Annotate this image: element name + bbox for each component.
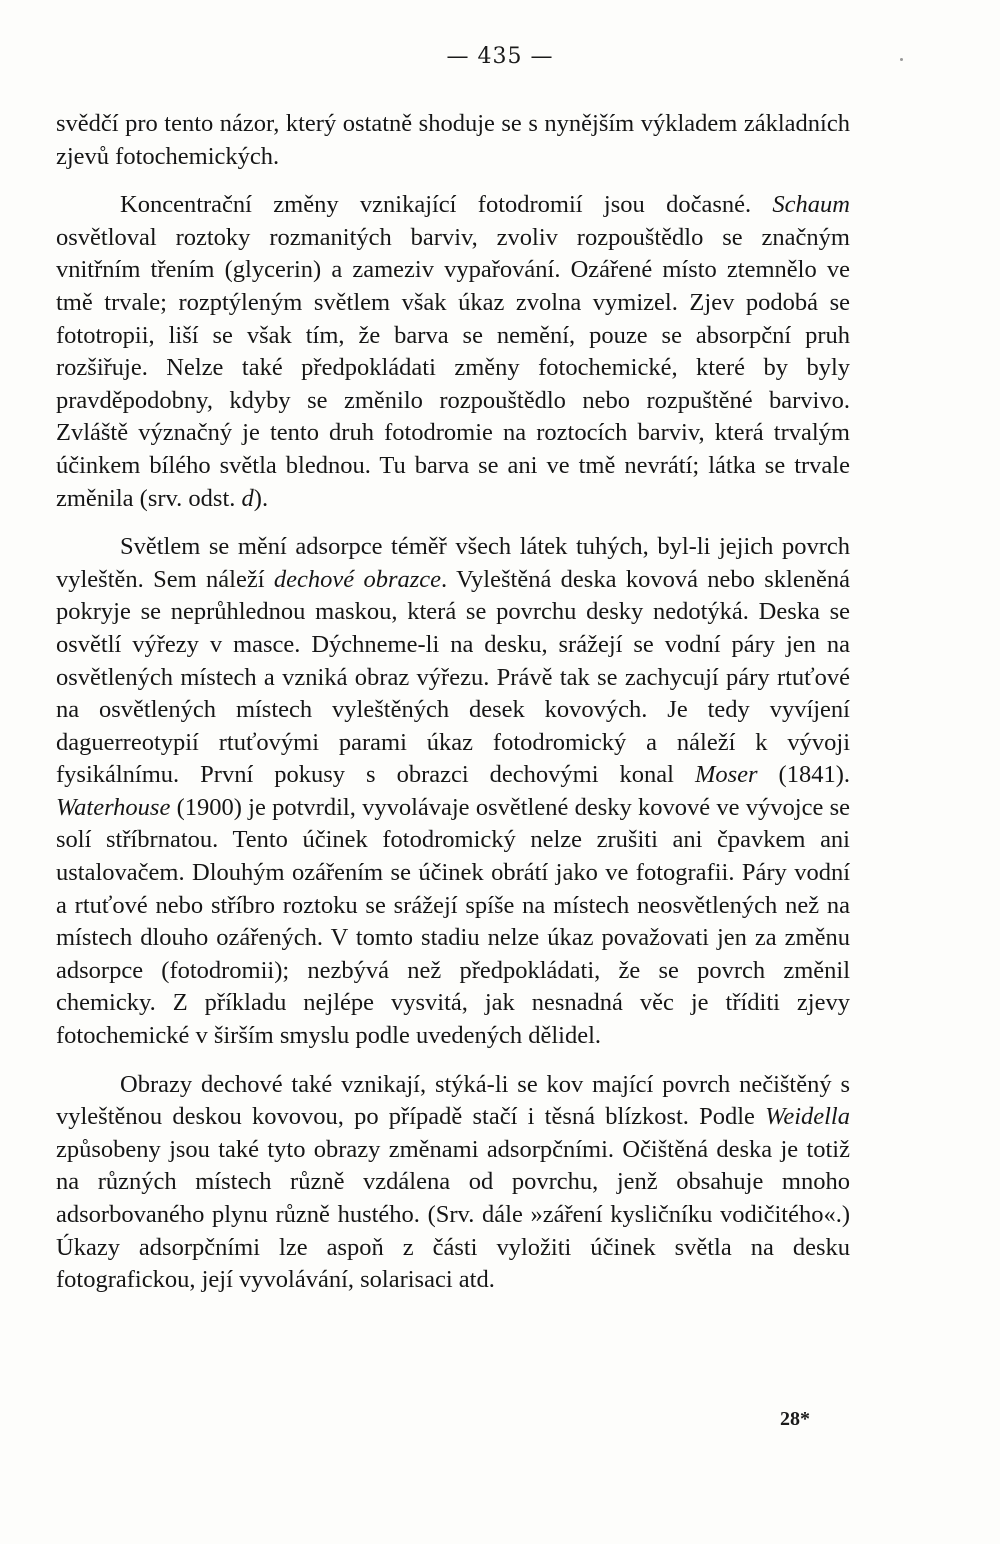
text-run: (1900) je potvrdil, vyvolávaje osvětlené desky kovové ve vývojce se solí stříbrnatou. Tento účinek fotodromický nelze zrušiti ani čpavkem ani ustalovačem. Dlouhým ozářením se účinek obrátí jako ve fotografii. Páry vodní a rtuťové nebo stříbro roztoku se srážejí spíše na místech neosvětlených než na místech dlouho ozářených. V tomto stadiu nelze úkaz považovati jen za změnu adsorpce (fotodromii); nezbývá než předpokládati, že se povrch změnil chemicky. Z příkladu nejlépe vysvitá, jak nesnadná věc je tříditi zjevy fotochemické v širším smyslu podle uvedených dělidel. [56,793,850,1050]
text-run: Koncentrační změny vznikající fotodromií jsou dočasné. [120,191,773,219]
italic-text: Schaum [772,191,850,219]
text-run: . Vyleštěná deska kovová nebo skleněná pokryje se neprůhlednou maskou, která se povrchu desky nedotýká. Deska se osvětlí výřezy v masce. Dýchneme-li na desku, srážejí se vodní páry jen na osvětlených místech a vzniká obraz výřezu. Právě tak se zachycují páry rtuťové na osvětlených místech vyleštěných desek kovových. Je tedy vyvíjení daguerreotypií rtuťovými parami úkaz fotodromický a náleží k vývoji fysikálnímu. První pokusy s obrazci dechovými konal [56,565,850,789]
text-run: svědčí pro tento názor, který ostatně shoduje se s nynějším výkladem základních zjevů fotochemických. [56,110,850,170]
text-run: Světlem se mění adsorpce téměř všech látek tuhých, byl-li jejich povrch vyleštěn. Sem náleží [56,533,850,593]
paragraph-p2 [56,189,850,515]
italic-text: Weidella [765,1103,850,1131]
text-run: způsobeny jsou také tyto obrazy změnami adsorpčními. Očištěná deska je totiž na různých místech různě vzdálena od povrchu, jenž obsahuje mnoho adsorbovaného plynu různě hustého. (Srv. dále »záření kysličníku vodičitého«.) Úkazy adsorpčními lze aspoň z části vyložiti účinek světla na desku fotografickou, její vyvolávání, solarisaci atd. [56,1135,850,1294]
paragraph-p3 [56,531,850,1053]
signature-mark: 28* [780,1408,810,1430]
italic-text: Moser [694,761,758,789]
italic-text: Waterhouse [56,793,171,821]
body-text [56,108,850,1297]
text-run: (1841). [757,761,850,789]
text-run: osvětloval roztoky rozmanitých barviv, zvoliv rozpouštědlo se značným vnitřním třením (glycerin) a zameziv vypařování. Ozářené místo ztemnělo ve tmě trvale; rozptýleným světlem však úkaz zvolna vymizel. Zjev podobá se fototropii, liší se však tím, že barva se nemění, pouze se absorpční pruh rozšiřuje. Nelze také předpokládati změny fotochemické, které by byly pravděpodobny, kdyby se změnilo rozpouštědlo nebo rozpuštěné barvivo. Zvláště význačný je tento druh fotodromie na roztocích barviv, která trvalým účinkem bílého světla blednou. Tu barva se ani ve tmě nevrátí; látka se trvale změnila (srv. odst. [56,223,850,512]
page-number: — 435 — [446,44,554,69]
text-run: ). [253,484,269,512]
italic-text: d [241,484,254,512]
text-run: Obrazy dechové také vznikají, stýká-li se kov mající povrch nečištěný s vyleštěnou deskou kovovou, po případě stačí i těsná blízkost. Podle [56,1070,850,1131]
paragraph-p1 [56,108,850,173]
italic-text: dechové obrazce [273,565,442,593]
paragraph-p4 [56,1069,850,1297]
